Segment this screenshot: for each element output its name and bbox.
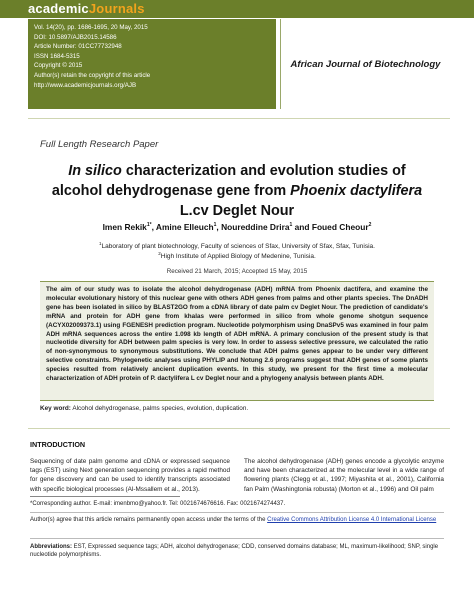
- received-dates: Received 21 March, 2015; Accepted 15 May, 2015: [166, 268, 308, 275]
- keywords-label: Key word:: [40, 405, 71, 412]
- title-rest-1: characterization and evolution studies of: [121, 163, 406, 179]
- author-list: [30, 222, 444, 232]
- journal-name-box: [280, 19, 450, 109]
- meta-url[interactable]: http://www.academicjournals.org/AJB: [34, 81, 137, 89]
- footnote-rule: [30, 496, 180, 497]
- title-italic-1: In silico: [68, 163, 122, 179]
- author-name: Imen Rekik: [102, 222, 147, 232]
- section-heading: INTRODUCTION: [30, 440, 86, 449]
- author-name: Noureddine Drira: [221, 222, 290, 232]
- article-meta-box: [28, 19, 276, 109]
- meta-copyright: Copyright © 2015: [34, 62, 83, 70]
- corresponding-author: *Corresponding author. E-mail: imenbmo@yahoo.fr. Tel: 0021674676616. Fax: 0021674274437.: [30, 501, 286, 507]
- author-separator: ,: [151, 222, 156, 232]
- meta-article-number: Article Number: 01CC77732948: [34, 43, 122, 51]
- paper-type: Full Length Research Paper: [40, 139, 159, 150]
- affiliation-sup: 1: [99, 241, 102, 246]
- abbreviations-label: Abbreviations:: [30, 544, 73, 550]
- abbreviations: [30, 543, 444, 560]
- keywords-text: Alcohol dehydrogenase, palms species, evolution, duplication.: [70, 405, 249, 412]
- meta-rights: Author(s) retain the copyright of this article: [34, 71, 151, 79]
- affiliation-text: High Institute of Applied Biology of Medenine, Tunisia.: [160, 253, 316, 261]
- paper-title: [30, 161, 444, 221]
- header-band: [0, 0, 474, 18]
- affiliation-text: Laboratory of plant biotechnology, Faculty of sciences of Sfax, University of Sfax, Sfax, Tunisia.: [101, 243, 375, 251]
- author-sup: 1: [213, 222, 217, 229]
- intro-right-column: The alcohol dehydrogenase (ADH) genes encode a glycolytic enzyme and have been characterized at the molecular level in a wide range of flowering plants (Clegg et al., 1997; Miyashita et al., 2001), California fan Palm (Washingtonia robusta) (Morton et al., 1996) and Oil palm: [244, 458, 444, 493]
- author-sup: 1: [289, 222, 293, 229]
- license-note: [30, 516, 444, 524]
- author-sup: 2: [368, 222, 372, 229]
- brand-main: academic: [28, 1, 89, 16]
- footer-divider-2: [30, 538, 444, 539]
- title-italic-2: Phoenix dactylifera: [290, 183, 423, 199]
- meta-issn: ISSN 1684-5315: [34, 52, 80, 60]
- publisher-logo: [28, 1, 145, 16]
- author-separator: and: [292, 222, 312, 232]
- license-prefix: Author(s) agree that this article remains permanently open access under the terms of the: [30, 517, 268, 523]
- meta-volume: Vol. 14(20), pp. 1686-1695, 20 May, 2015: [34, 24, 148, 31]
- footer-divider: [30, 512, 444, 513]
- title-line-1: [30, 161, 444, 181]
- author-name: Amine Elleuch: [155, 222, 214, 232]
- author-separator: ,: [216, 222, 222, 232]
- author-sup: 1*: [146, 222, 152, 229]
- affiliation-sup: 2: [158, 251, 161, 256]
- header-divider: [28, 118, 450, 119]
- abstract-box: [40, 281, 434, 401]
- license-link[interactable]: Creative Commons Attribution License 4.0 International License: [267, 517, 437, 523]
- journal-name: African Journal of Biotechnology: [290, 58, 441, 70]
- intro-left-column: Sequencing of date palm genome and cDNA or expressed sequence tags (EST) using Next generation sequencing provides a rapid method for gene discovery and can be used to identify transcripts associated with specific biological processes (Al-Mssallem et al., 2013).: [30, 458, 230, 493]
- author-name: Foued Cheour: [311, 222, 369, 232]
- section-divider: [28, 428, 450, 429]
- brand-accent: Journals: [88, 1, 145, 16]
- abbreviations-text: EST, Expressed sequence tags; ADH, alcohol dehydrogenase; CDD, conserved domains database; ML, maximum-likelihood; SNP, single nucleotide polymorphisms.: [30, 544, 439, 559]
- title-line-2: [30, 181, 444, 201]
- affiliation-2: [30, 249, 444, 261]
- title-line-3: L.cv Deglet Nour: [179, 203, 295, 219]
- meta-doi: DOI: 10.5897/AJB2015.14586: [34, 33, 117, 41]
- abstract-text: The aim of our study was to isolate the alcohol dehydrogenase (ADH) mRNA from Phoenix dactifera, and examine the molecular evolutionary history of this nuclear gene with others ADH genes from palms and other plants species. The DnADH gene has been isolated in silico by BLAST2GO from a cDNA library of date palm cv Deglet Nour. The prediction of candidate's mRNA and protein for ADH gene from khalas were performed in silico from whole genome shotgun sequence (ACYX02009373.1) using FGENESH prediction program. Nucleotide polymorphism using DnaSPv5 was examined in four palm ADH mRNA sequences across the entire 1.098 kb length of ADH mRNA. A primary conclusion of the present study is that nucleotide diversity for ADH between palm species is very low. In order to assess selective pressure, we calculated the ratio of non-synonymous to synonymous substitutions. We conclude that ADH palms genes appear to be under very different selective constraints. Phylogenetic analyses using PHYLIP and Notung 2.6 programs suggest that ADH genes of some plants species resulted from relatively ancient duplication events. In this study, we present for the first time a molecular characterization of ADH protein of P. dactylifera L cv Deglet nour and a phylogeny analysis between plants ADH.: [46, 286, 428, 383]
- keywords: [40, 405, 248, 412]
- title-plain-2: alcohol dehydrogenase gene from: [51, 183, 291, 199]
